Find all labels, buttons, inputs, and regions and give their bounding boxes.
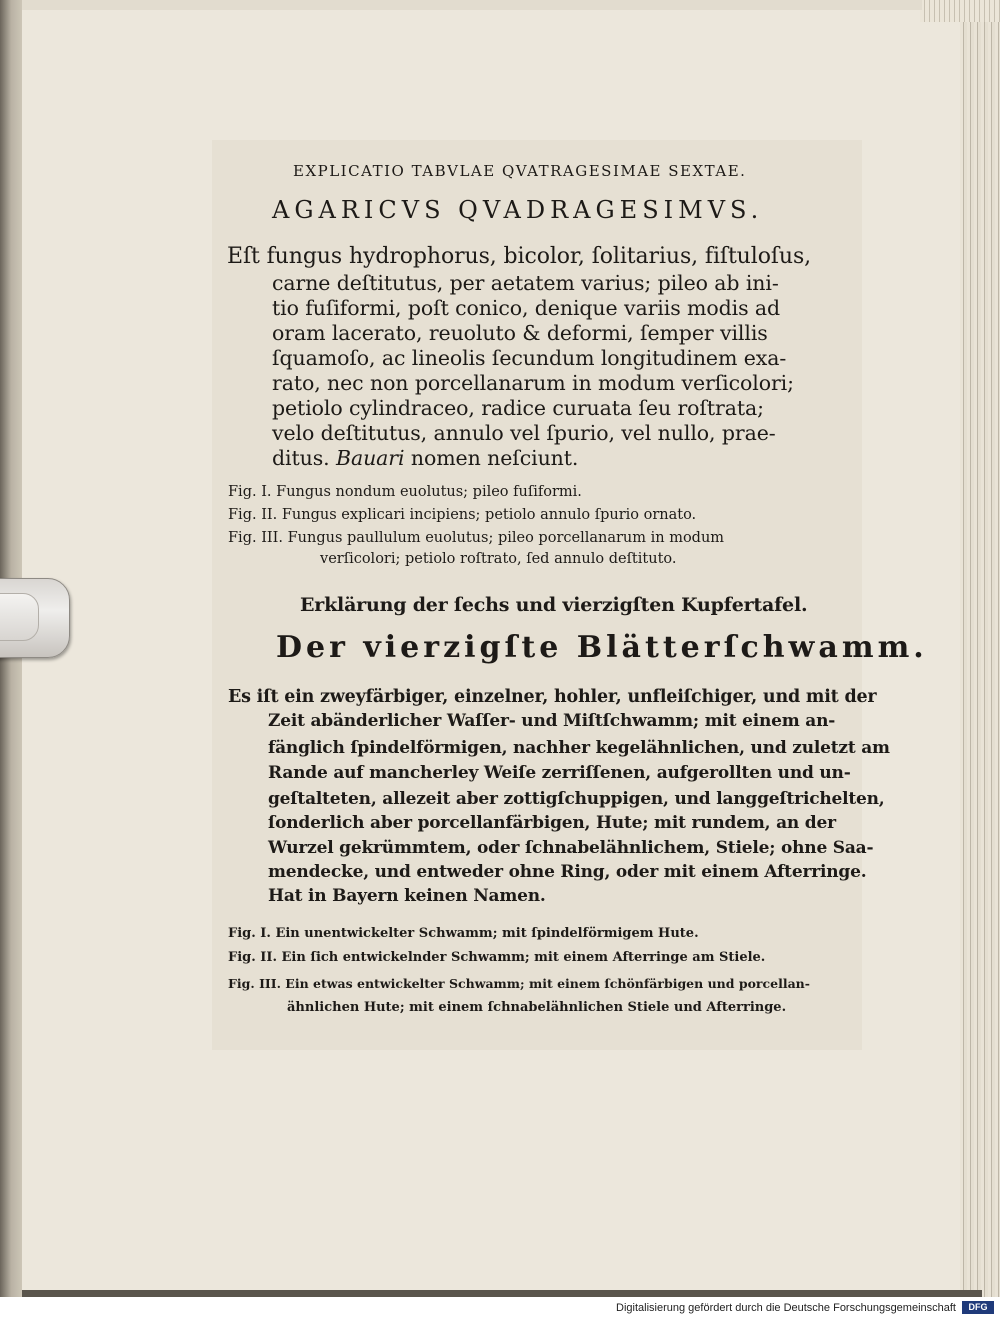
dfg-logo: DFG (962, 1301, 994, 1314)
latin-line: ſquamoſo, ac lineolis ſecundum longitudinem exa- (272, 346, 787, 370)
footer-credit: Digitalisierung gefördert durch die Deutsche Forschungsgemeinschaft (616, 1302, 956, 1314)
latin-last-line (272, 446, 578, 470)
latin-line: tio fuſiformi, poſt conico, denique variis modis ad (272, 296, 781, 320)
german-line: mendecke, und entweder ohne Ring, oder mit einem Afterringe. (268, 862, 867, 882)
german-line: ſonderlich aber porcellanfärbigen, Hute; mit rundem, an der (268, 813, 836, 833)
german-fig-3: Fig. III. Ein etwas entwickelter Schwamm; mit einem ſchönfärbigen und porcellan- (228, 976, 810, 991)
page-header: EXPLICATIO TABVLAE QVATRAGESIMAE SEXTAE. (293, 162, 747, 180)
german-line: Hat in Bayern keinen Namen. (268, 886, 546, 906)
latin-line: Eſt fungus hydrophorus, bicolor, ſolitarius, fiſtuloſus, (227, 244, 812, 269)
german-line: Zeit abänderlicher Waſſer- und Miſtſchwamm; mit einem an- (268, 711, 836, 731)
page-stack-top (920, 0, 1000, 22)
page-bottom-shadow (22, 1290, 982, 1297)
german-title: Der vierzigſte Blätterſchwamm. (276, 630, 928, 665)
german-line: Es iſt ein zweyfärbiger, einzelner, hohler, unfleiſchiger, und mit der (228, 687, 877, 707)
latin-fig-3: Fig. III. Fungus paullulum euolutus; pileo porcellanarum in modum (228, 530, 725, 546)
latin-fig-1: Fig. I. Fungus nondum euolutus; pileo fuſiformi. (228, 484, 582, 500)
latin-line: carne deſtitutus, per aetatem varius; pileo ab ini- (272, 271, 779, 295)
page-top-strip (22, 0, 922, 10)
latin-line: velo deſtitutus, annulo vel ſpurio, vel nullo, prae- (272, 421, 776, 445)
page-stack-edges (960, 0, 1000, 1297)
german-header: Erklärung der ſechs und vierzigſten Kupfertafel. (300, 594, 808, 616)
latin-last-post: nomen neſciunt. (410, 446, 579, 470)
latin-line: rato, nec non porcellanarum in modum verſicolori; (272, 371, 794, 395)
german-fig-1: Fig. I. Ein unentwickelter Schwamm; mit ſpindelförmigem Hute. (228, 926, 699, 941)
latin-fig-3-cont: verſicolori; petiolo roſtrato, ſed annulo deſtituto. (320, 551, 677, 567)
latin-title: AGARICVS QVADRAGESIMVS. (272, 196, 764, 224)
scanner-clip (0, 578, 70, 658)
german-line: geſtalteten, allezeit aber zottigſchuppigen, und langgeſtrichelten, (268, 789, 885, 809)
latin-last-pre: ditus. (272, 446, 330, 470)
german-fig-2: Fig. II. Ein ſich entwickelnder Schwamm; mit einem Afterringe am Stiele. (228, 950, 766, 965)
german-line: Rande auf mancherley Weiſe zerriſſenen, aufgerollten und un- (268, 763, 851, 783)
german-line: Wurzel gekrümmtem, oder ſchnabelähnlichem, Stiele; ohne Saa- (268, 838, 874, 858)
latin-line: oram lacerato, reuoluto & deformi, ſemper villis (272, 321, 768, 345)
german-fig-3-cont: ähnlichen Hute; mit einem ſchnabelähnlichen Stiele und Afterringe. (287, 1000, 787, 1015)
latin-line: petiolo cylindraceo, radice curuata ſeu roſtrata; (272, 396, 764, 420)
latin-fig-2: Fig. II. Fungus explicari incipiens; petiolo annulo ſpurio ornato. (228, 507, 697, 523)
german-line: fänglich ſpindelförmigen, nachher kegelähnlichen, und zuletzt am (268, 738, 890, 758)
latin-last-italic: Bauari (335, 446, 405, 470)
